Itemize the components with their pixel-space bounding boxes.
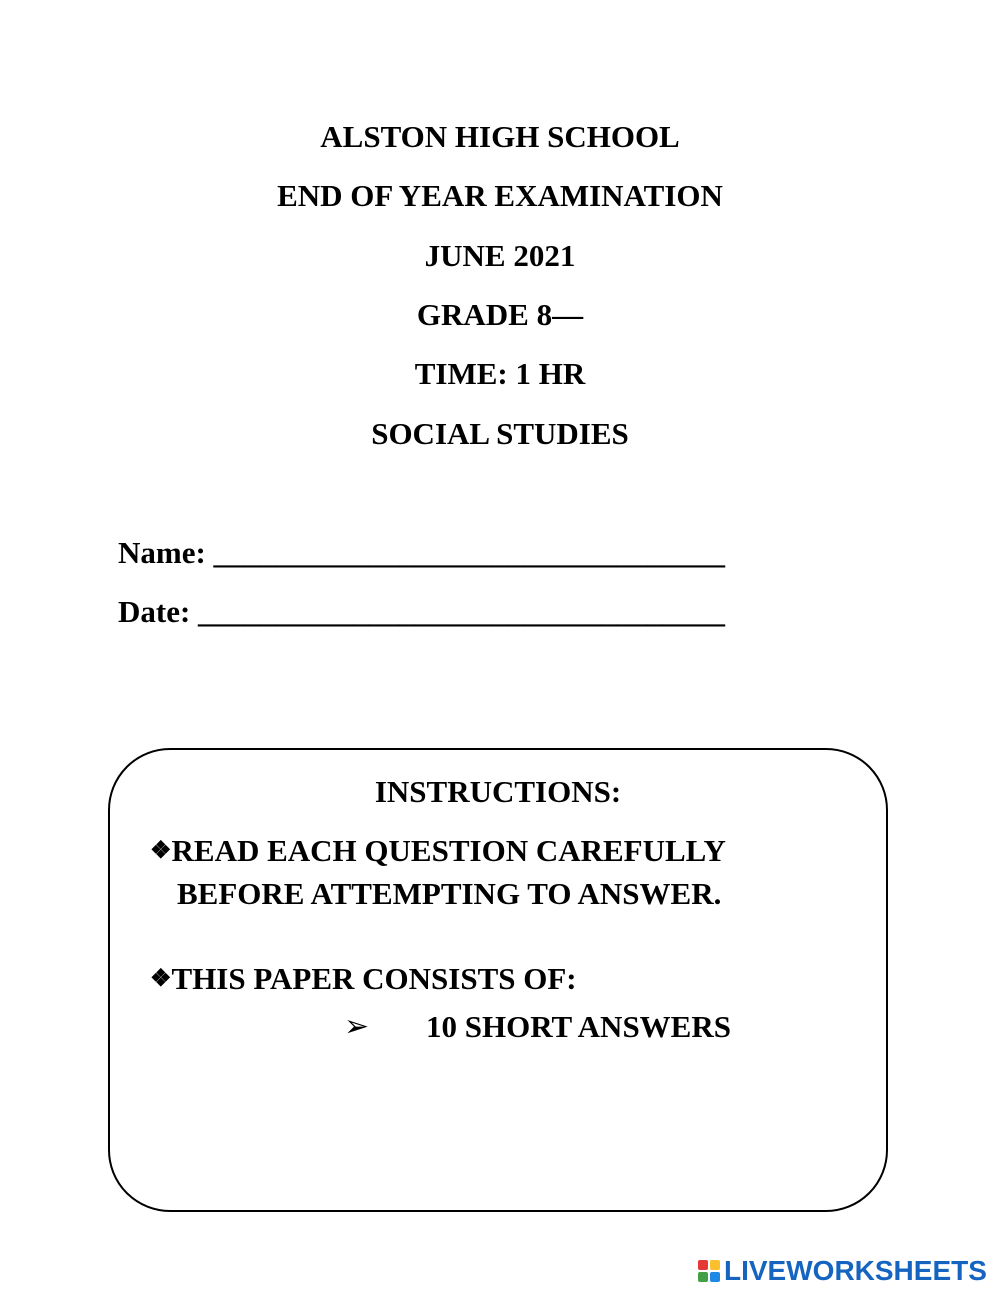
instruction-item-2-text: THIS PAPER CONSISTS OF: <box>171 961 577 996</box>
instruction-sub-item: 10 SHORT ANSWERS <box>426 1009 731 1044</box>
logo-text: LIVEWORKSHEETS <box>724 1255 987 1286</box>
diamond-bullet-icon: ❖ <box>150 838 172 864</box>
exam-subject: SOCIAL STUDIES <box>371 416 629 451</box>
exam-date: JUNE 2021 <box>424 238 576 273</box>
logo-mark-square <box>698 1272 708 1282</box>
date-field[interactable]: Date: __________________________________ <box>118 594 726 629</box>
school-name: ALSTON HIGH SCHOOL <box>320 119 680 154</box>
instructions-box <box>108 748 888 1212</box>
liveworksheets-logo <box>698 1256 987 1286</box>
logo-mark-square <box>698 1260 708 1270</box>
logo-mark-square <box>710 1272 720 1282</box>
instruction-item-1-line-2: BEFORE ATTEMPTING TO ANSWER. <box>177 876 722 911</box>
instruction-item-2 <box>150 961 577 997</box>
instructions-title: INSTRUCTIONS: <box>374 774 622 809</box>
exam-time: TIME: 1 HR <box>414 356 586 391</box>
exam-grade: GRADE 8— <box>416 297 584 332</box>
name-field[interactable]: Name: _________________________________ <box>118 535 726 570</box>
diamond-bullet-icon: ❖ <box>150 966 172 992</box>
instruction-item-1-line-1: READ EACH QUESTION CAREFULLY <box>171 833 726 868</box>
logo-mark-icon <box>698 1260 720 1282</box>
exam-title: END OF YEAR EXAMINATION <box>277 178 723 213</box>
logo-mark-square <box>710 1260 720 1270</box>
instruction-item-1 <box>150 833 726 869</box>
arrow-bullet-icon: ➢ <box>344 1010 370 1043</box>
